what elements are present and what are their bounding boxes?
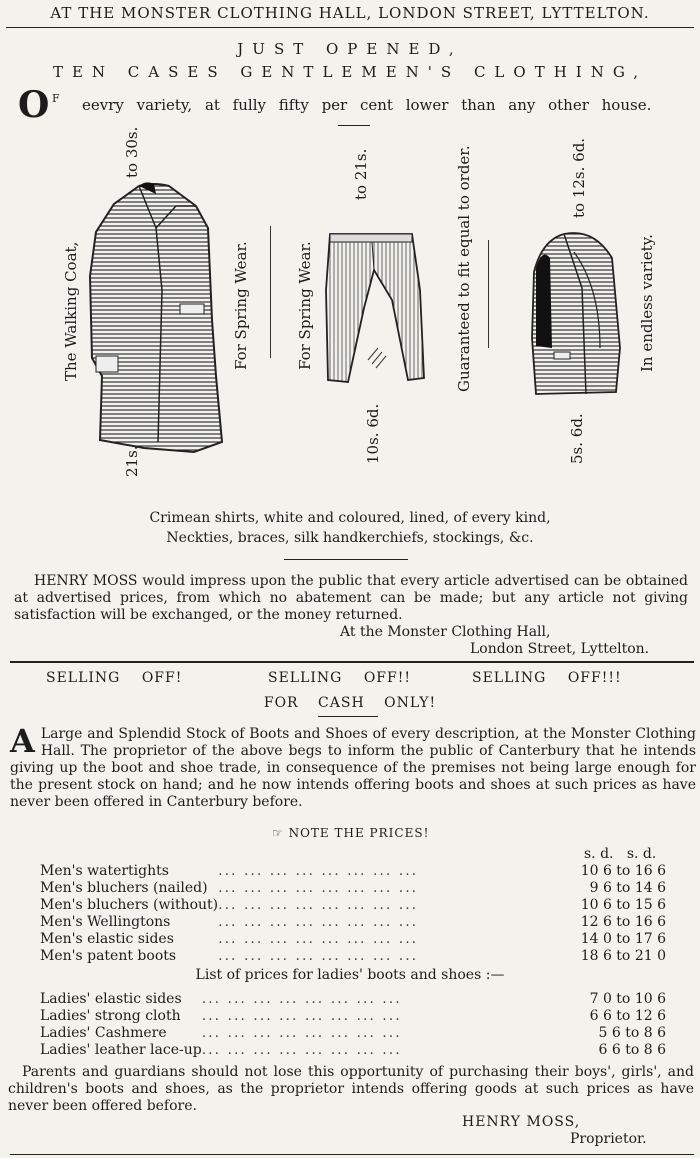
- ad-header: AT THE MONSTER CLOTHING HALL, LONDON STREET, LYTTELTON.: [50, 4, 650, 22]
- trousers-icon: [312, 230, 436, 386]
- item-name: Men's watertights: [40, 862, 169, 879]
- table-row: [40, 913, 666, 930]
- item-name: Men's Wellingtons: [40, 913, 171, 930]
- item-name: Ladies' leather lace-up: [40, 1041, 202, 1058]
- vest-price-high: to 12s. 6d.: [570, 137, 588, 218]
- spring-wear-1: For Spring Wear.: [232, 241, 250, 370]
- item-price: 9 6 to 14 6: [589, 879, 666, 896]
- signature-title: Proprietor.: [570, 1131, 647, 1147]
- leader-dots: ... ... ... ... ... ... ... ...: [218, 947, 419, 964]
- just-opened: JUST OPENED,: [237, 40, 463, 58]
- mens-price-table: [40, 862, 666, 964]
- divider-2: [488, 240, 489, 348]
- spring-wear-2: For Spring Wear.: [296, 241, 314, 370]
- small-rule-3: [318, 716, 378, 717]
- for-cash-only: FOR CASH ONLY!: [263, 695, 437, 711]
- table-row: [40, 879, 666, 896]
- ten-cases-heading: TEN CASES GENTLEMEN'S CLOTHING,: [52, 63, 648, 81]
- table-row: [40, 990, 666, 1007]
- header-rule: [6, 27, 694, 28]
- item-name: Men's patent boots: [40, 947, 177, 964]
- signature-name: HENRY MOSS,: [462, 1114, 581, 1130]
- small-rule-2: [284, 559, 408, 560]
- selling-off-3: SELLING OFF!!!: [472, 670, 622, 686]
- clothing-illustration: [0, 128, 700, 500]
- note-prices: [272, 826, 429, 840]
- trousers-price-high: to 21s.: [352, 148, 370, 200]
- table-row: [40, 862, 666, 879]
- guaranteed-label: Guaranteed to fit equal to order.: [455, 145, 473, 392]
- item-price: 10 6 to 16 6: [580, 862, 666, 879]
- leader-dots: ... ... ... ... ... ... ... ...: [218, 896, 419, 913]
- item-price: 12 6 to 16 6: [580, 913, 666, 930]
- item-price: 6 6 to 12 6: [589, 1007, 666, 1024]
- coat-label: The Walking Coat,: [62, 241, 80, 381]
- leader-dots: ... ... ... ... ... ... ... ...: [201, 1041, 402, 1058]
- table-row: [40, 1007, 666, 1024]
- item-name: Ladies' elastic sides: [40, 990, 182, 1007]
- variety-label: In endless variety.: [638, 234, 656, 372]
- shirts-line: Crimean shirts, white and coloured, lined, of every kind,: [149, 510, 551, 526]
- intro-line: [18, 84, 694, 126]
- impress-paragraph: HENRY MOSS would impress upon the public that every article advertised can be obtained at advertised prices, from which no abatement can be made; but any article not giving satisfaction will be exchanged, or the money returned.: [14, 573, 688, 623]
- price-column-header: s. d. s. d.: [584, 846, 657, 862]
- table-row: [40, 930, 666, 947]
- item-name: Ladies' strong cloth: [40, 1007, 181, 1024]
- note-prices-text: NOTE THE PRICES!: [288, 826, 430, 840]
- selling-off-2: SELLING OFF!!: [268, 670, 411, 686]
- item-price: 6 6 to 8 6: [598, 1041, 666, 1058]
- item-price: 18 6 to 21 0: [580, 947, 666, 964]
- leader-dots: ... ... ... ... ... ... ... ...: [218, 913, 419, 930]
- address-line-2: London Street, Lyttelton.: [470, 641, 650, 657]
- small-rule: [338, 125, 370, 126]
- item-price: 5 6 to 8 6: [598, 1024, 666, 1041]
- coat-price-low: 21s.: [123, 445, 141, 477]
- vest-icon: [524, 228, 626, 400]
- ladies-heading: List of prices for ladies' boots and shoes :—: [195, 967, 505, 983]
- selling-off-1: SELLING OFF!: [46, 670, 183, 686]
- dropcap-o: O: [18, 84, 50, 126]
- walking-coat-icon: [84, 180, 224, 480]
- pointing-hand-icon: ☞: [272, 826, 284, 840]
- item-price: 10 6 to 15 6: [580, 896, 666, 913]
- vest-price-low: 5s. 6d.: [568, 413, 586, 464]
- leader-dots: ... ... ... ... ... ... ... ...: [201, 990, 402, 1007]
- table-row: [40, 1041, 666, 1058]
- trousers-price-low: 10s. 6d.: [364, 403, 382, 464]
- item-price: 7 0 to 10 6: [589, 990, 666, 1007]
- coat-price-high: to 30s.: [123, 126, 141, 178]
- leader-dots: ... ... ... ... ... ... ... ...: [218, 862, 419, 879]
- item-name: Men's elastic sides: [40, 930, 174, 947]
- table-row: [40, 896, 666, 913]
- neckties-line: Neckties, braces, silk handkerchiefs, stockings, &c.: [166, 530, 534, 546]
- superscript-f: F: [52, 92, 60, 105]
- ad-separator: [10, 661, 694, 663]
- boots-intro: [10, 722, 696, 811]
- item-name: Men's bluchers (nailed): [40, 879, 208, 896]
- address-line-1: At the Monster Clothing Hall,: [340, 624, 551, 640]
- ladies-price-table: [40, 990, 666, 1058]
- table-row: [40, 947, 666, 964]
- dropcap-a: A: [10, 722, 35, 760]
- parents-paragraph: Parents and guardians should not lose this opportunity of purchasing their boys', girls', and children's boots and shoes, as the proprietor intends offering goods at such prices as have never been offered before.: [8, 1064, 694, 1114]
- leader-dots: ... ... ... ... ... ... ... ...: [218, 930, 419, 947]
- bottom-rule: [10, 1154, 694, 1155]
- intro-text: eevry variety, at fully fifty per cent lower than any other house.: [82, 96, 652, 114]
- leader-dots: ... ... ... ... ... ... ... ...: [201, 1007, 402, 1024]
- item-name: Ladies' Cashmere: [40, 1024, 167, 1041]
- leader-dots: ... ... ... ... ... ... ... ...: [218, 879, 419, 896]
- leader-dots: ... ... ... ... ... ... ... ...: [201, 1024, 402, 1041]
- divider-1: [270, 226, 271, 358]
- boots-intro-text: Large and Splendid Stock of Boots and Shoes of every description, at the Monster Clothing Hall. The proprietor of the above begs to inform the public of Canterbury that he intends giving up the boot and shoe trade, in consequence of the premises not being large enough for the present stock on hand; and he now intends offering boots and shoes at such prices as have never been offered in Canterbury before.: [10, 726, 696, 810]
- table-row: [40, 1024, 666, 1041]
- item-name: Men's bluchers (without): [40, 896, 219, 913]
- item-price: 14 0 to 17 6: [580, 930, 666, 947]
